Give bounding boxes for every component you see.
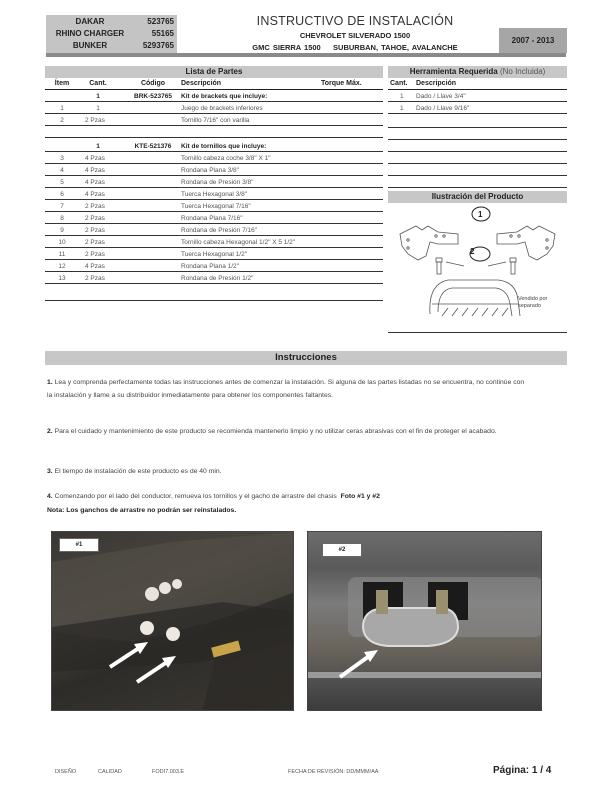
item-qty: 4 Pzas (85, 179, 105, 186)
item-desc: Rondana de Presión 3/8" (181, 179, 254, 186)
svg-text:1: 1 (478, 210, 483, 219)
tools-title: Herramienta Requerida (409, 67, 498, 76)
step-number: 4. (47, 493, 53, 500)
footer-form-code: FODI7.003.E (152, 769, 185, 775)
item-qty: 4 Pzas (85, 167, 105, 174)
tool-desc: Dado / Llave 3/4" (416, 93, 466, 100)
item-qty: 2 Pzas (85, 215, 105, 222)
vehicle-line-1: CHEVROLET SILVERADO 1500 (299, 31, 411, 40)
col-desc: Descripción (181, 80, 222, 87)
sold-separately-line2: separado (518, 303, 541, 309)
year-range-badge: 2007 - 2013 (499, 28, 567, 53)
photo-label: #1 (59, 538, 99, 552)
model-code: 5293765 (142, 41, 174, 50)
right-bracket-icon (497, 226, 555, 260)
col-torque: Torque Máx. (321, 80, 362, 87)
kit-row (45, 141, 383, 152)
item-qty: 2 Pzas (85, 203, 105, 210)
item-qty: 4 Pzas (85, 263, 105, 270)
table-row (45, 225, 383, 236)
item-number: 9 (60, 227, 64, 234)
item-qty: 1 (96, 105, 100, 112)
tools-header (388, 66, 567, 78)
item-qty: 2 Pzas (85, 275, 105, 282)
blank-row (388, 151, 567, 152)
item-qty: 2 Pzas (85, 239, 105, 246)
parts-column-headers (45, 79, 383, 90)
model-name: DAKAR (75, 17, 105, 26)
blank-row (388, 127, 567, 128)
bolt-icon (145, 587, 159, 601)
item-number: 3 (60, 155, 64, 162)
step-number: 2. (47, 428, 53, 435)
blank-row (388, 175, 567, 176)
item-qty: 4 Pzas (85, 155, 105, 162)
item-desc: Rondana de Presión 7/16" (181, 227, 258, 234)
footer-quality: CALIDAD (98, 769, 122, 775)
item-number: 1 (60, 105, 64, 112)
item-number: 7 (60, 203, 64, 210)
tool-desc: Dado / Llave 9/16" (416, 105, 470, 112)
col-code: Código (140, 80, 166, 87)
table-row (45, 115, 383, 126)
item-number: 6 (60, 191, 64, 198)
sold-separately-note (518, 296, 547, 310)
photo-label: #2 (322, 543, 362, 557)
table-row (388, 91, 567, 102)
step-number: 3. (47, 468, 53, 475)
footer-revision-date: FECHA DE REVISIÓN: DD/MMM/AA (288, 769, 379, 775)
instruction-note: Nota: Los ganchos de arrastre no podrán ser reinstalados. (47, 507, 237, 514)
item-qty: 4 Pzas (85, 191, 105, 198)
instruction-step-2 (47, 425, 527, 438)
table-row (45, 153, 383, 164)
illustration-header: Ilustración del Producto (388, 191, 567, 203)
bolt-icon (159, 582, 171, 594)
footer-design: DISEÑO (55, 769, 77, 775)
item-desc: Tuerca Hexagonal 3/8" (181, 191, 248, 198)
item-desc: Rondana Plana 7/16" (181, 215, 243, 222)
item-number: 10 (58, 239, 66, 246)
photo-reference: Foto #1 y #2 (340, 493, 380, 500)
item-desc: Rondana Plana 1/2" (181, 263, 239, 270)
instruction-step-4 (47, 490, 567, 503)
tool-qty: 1 (400, 105, 404, 112)
step-text: El tiempo de instalación de este producto es de 40 min. (54, 468, 222, 475)
product-illustration (388, 204, 567, 319)
item-number: 11 (58, 251, 66, 258)
vehicle-line-2: GMC SIERRA 1500 SUBURBAN, TAHOE, AVALANCHE (252, 43, 458, 52)
instruction-step-3 (47, 465, 527, 478)
kit-qty: 1 (96, 93, 100, 100)
item-number: 8 (60, 215, 64, 222)
table-row (45, 237, 383, 248)
bolt-icon (166, 627, 180, 641)
tool-qty: 1 (400, 93, 404, 100)
item-desc: Tornillo 7/16" con varilla (181, 117, 250, 124)
table-row (45, 273, 383, 284)
tools-title-note: (No Incluida) (499, 67, 546, 76)
item-number: 12 (58, 263, 66, 270)
table-row (45, 261, 383, 272)
blank-row (45, 290, 383, 301)
model-row (46, 40, 177, 53)
blank-row (388, 163, 567, 164)
page-number: Página: 1 / 4 (493, 765, 552, 776)
item-desc: Tornillo cabeza coche 3/8" X 1" (181, 155, 271, 162)
step-number: 1. (47, 379, 53, 386)
sold-separately-line1: Vendido por (518, 296, 548, 302)
step-text: Para el cuidado y mantenimiento de este producto se recomienda mantenerlo limpio y no utilizar ceras abrasivas con el fin de proteger el acabado. (54, 428, 497, 435)
table-row (45, 165, 383, 176)
item-qty: 2 Pzas (85, 117, 105, 124)
photo-2 (307, 531, 542, 711)
photo-1 (51, 531, 294, 711)
svg-text:2: 2 (470, 247, 475, 256)
instructions-header: Instrucciones (45, 351, 567, 365)
item-qty: 2 Pzas (85, 251, 105, 258)
table-row (45, 213, 383, 224)
blank-row (388, 187, 567, 188)
kit-code: KTE-521376 (134, 143, 172, 150)
tools-column-headers (388, 79, 567, 90)
kit-desc: Kit de brackets que incluye: (181, 93, 268, 100)
item-number: 13 (58, 275, 66, 282)
table-row (45, 249, 383, 260)
item-desc: Tuerca Hexagonal 7/16" (181, 203, 251, 210)
item-desc: Rondana de Presión 1/2" (181, 275, 254, 282)
col-qty: Cant. (89, 80, 107, 87)
item-qty: 2 Pzas (85, 227, 105, 234)
item-desc: Juego de brackets inferiores (181, 105, 263, 112)
table-row (45, 189, 383, 200)
left-bracket-icon (400, 226, 458, 260)
item-number: 2 (60, 117, 64, 124)
model-codes-box (46, 15, 177, 54)
model-name: RHINO CHARGER (55, 29, 125, 38)
table-row (45, 103, 383, 114)
bolt-icon (172, 579, 182, 589)
blank-row (388, 139, 567, 140)
blank-row (45, 127, 383, 138)
step-text: Comenzando por el lado del conductor, remueva los tornillos y el gacho de arrastre del chasis (54, 493, 337, 500)
item-desc: Tuerca Hexagonal 1/2" (181, 251, 248, 258)
model-name: BUNKER (72, 41, 108, 50)
item-number: 5 (60, 179, 64, 186)
illustration-divider (388, 332, 567, 333)
kit-desc: Kit de tornillos que incluye: (181, 143, 267, 150)
header-divider (46, 53, 566, 57)
col-item: Ítem (54, 80, 70, 87)
col-qty: Cant. (390, 80, 408, 87)
model-code: 55165 (151, 29, 174, 38)
table-row (45, 201, 383, 212)
document-title: INSTRUCTIVO DE INSTALACIÓN (256, 14, 454, 28)
step-text: Lea y comprenda perfectamente todas las instrucciones antes de comenzar la instalación. Si alguna de las partes listadas no se encuentra, no continúe con la instalación y llame a su distribuidor inmediatamente para obtener los componentes faltantes. (47, 379, 525, 399)
parts-list-header: Lista de Partes (45, 66, 383, 78)
col-desc: Descripción (416, 80, 457, 87)
model-code: 523765 (147, 17, 174, 26)
bolt-icon (140, 621, 154, 635)
kit-row (45, 91, 383, 102)
item-desc: Rondana Plana 3/8" (181, 167, 239, 174)
kit-qty: 1 (96, 143, 100, 150)
item-number: 4 (60, 167, 64, 174)
table-row (45, 177, 383, 188)
table-row (388, 103, 567, 114)
instruction-step-1 (47, 376, 527, 402)
item-desc: Tornillo cabeza Hexagonal 1/2" X 5 1/2" (181, 239, 296, 246)
kit-code: BRK-523765 (134, 93, 172, 100)
